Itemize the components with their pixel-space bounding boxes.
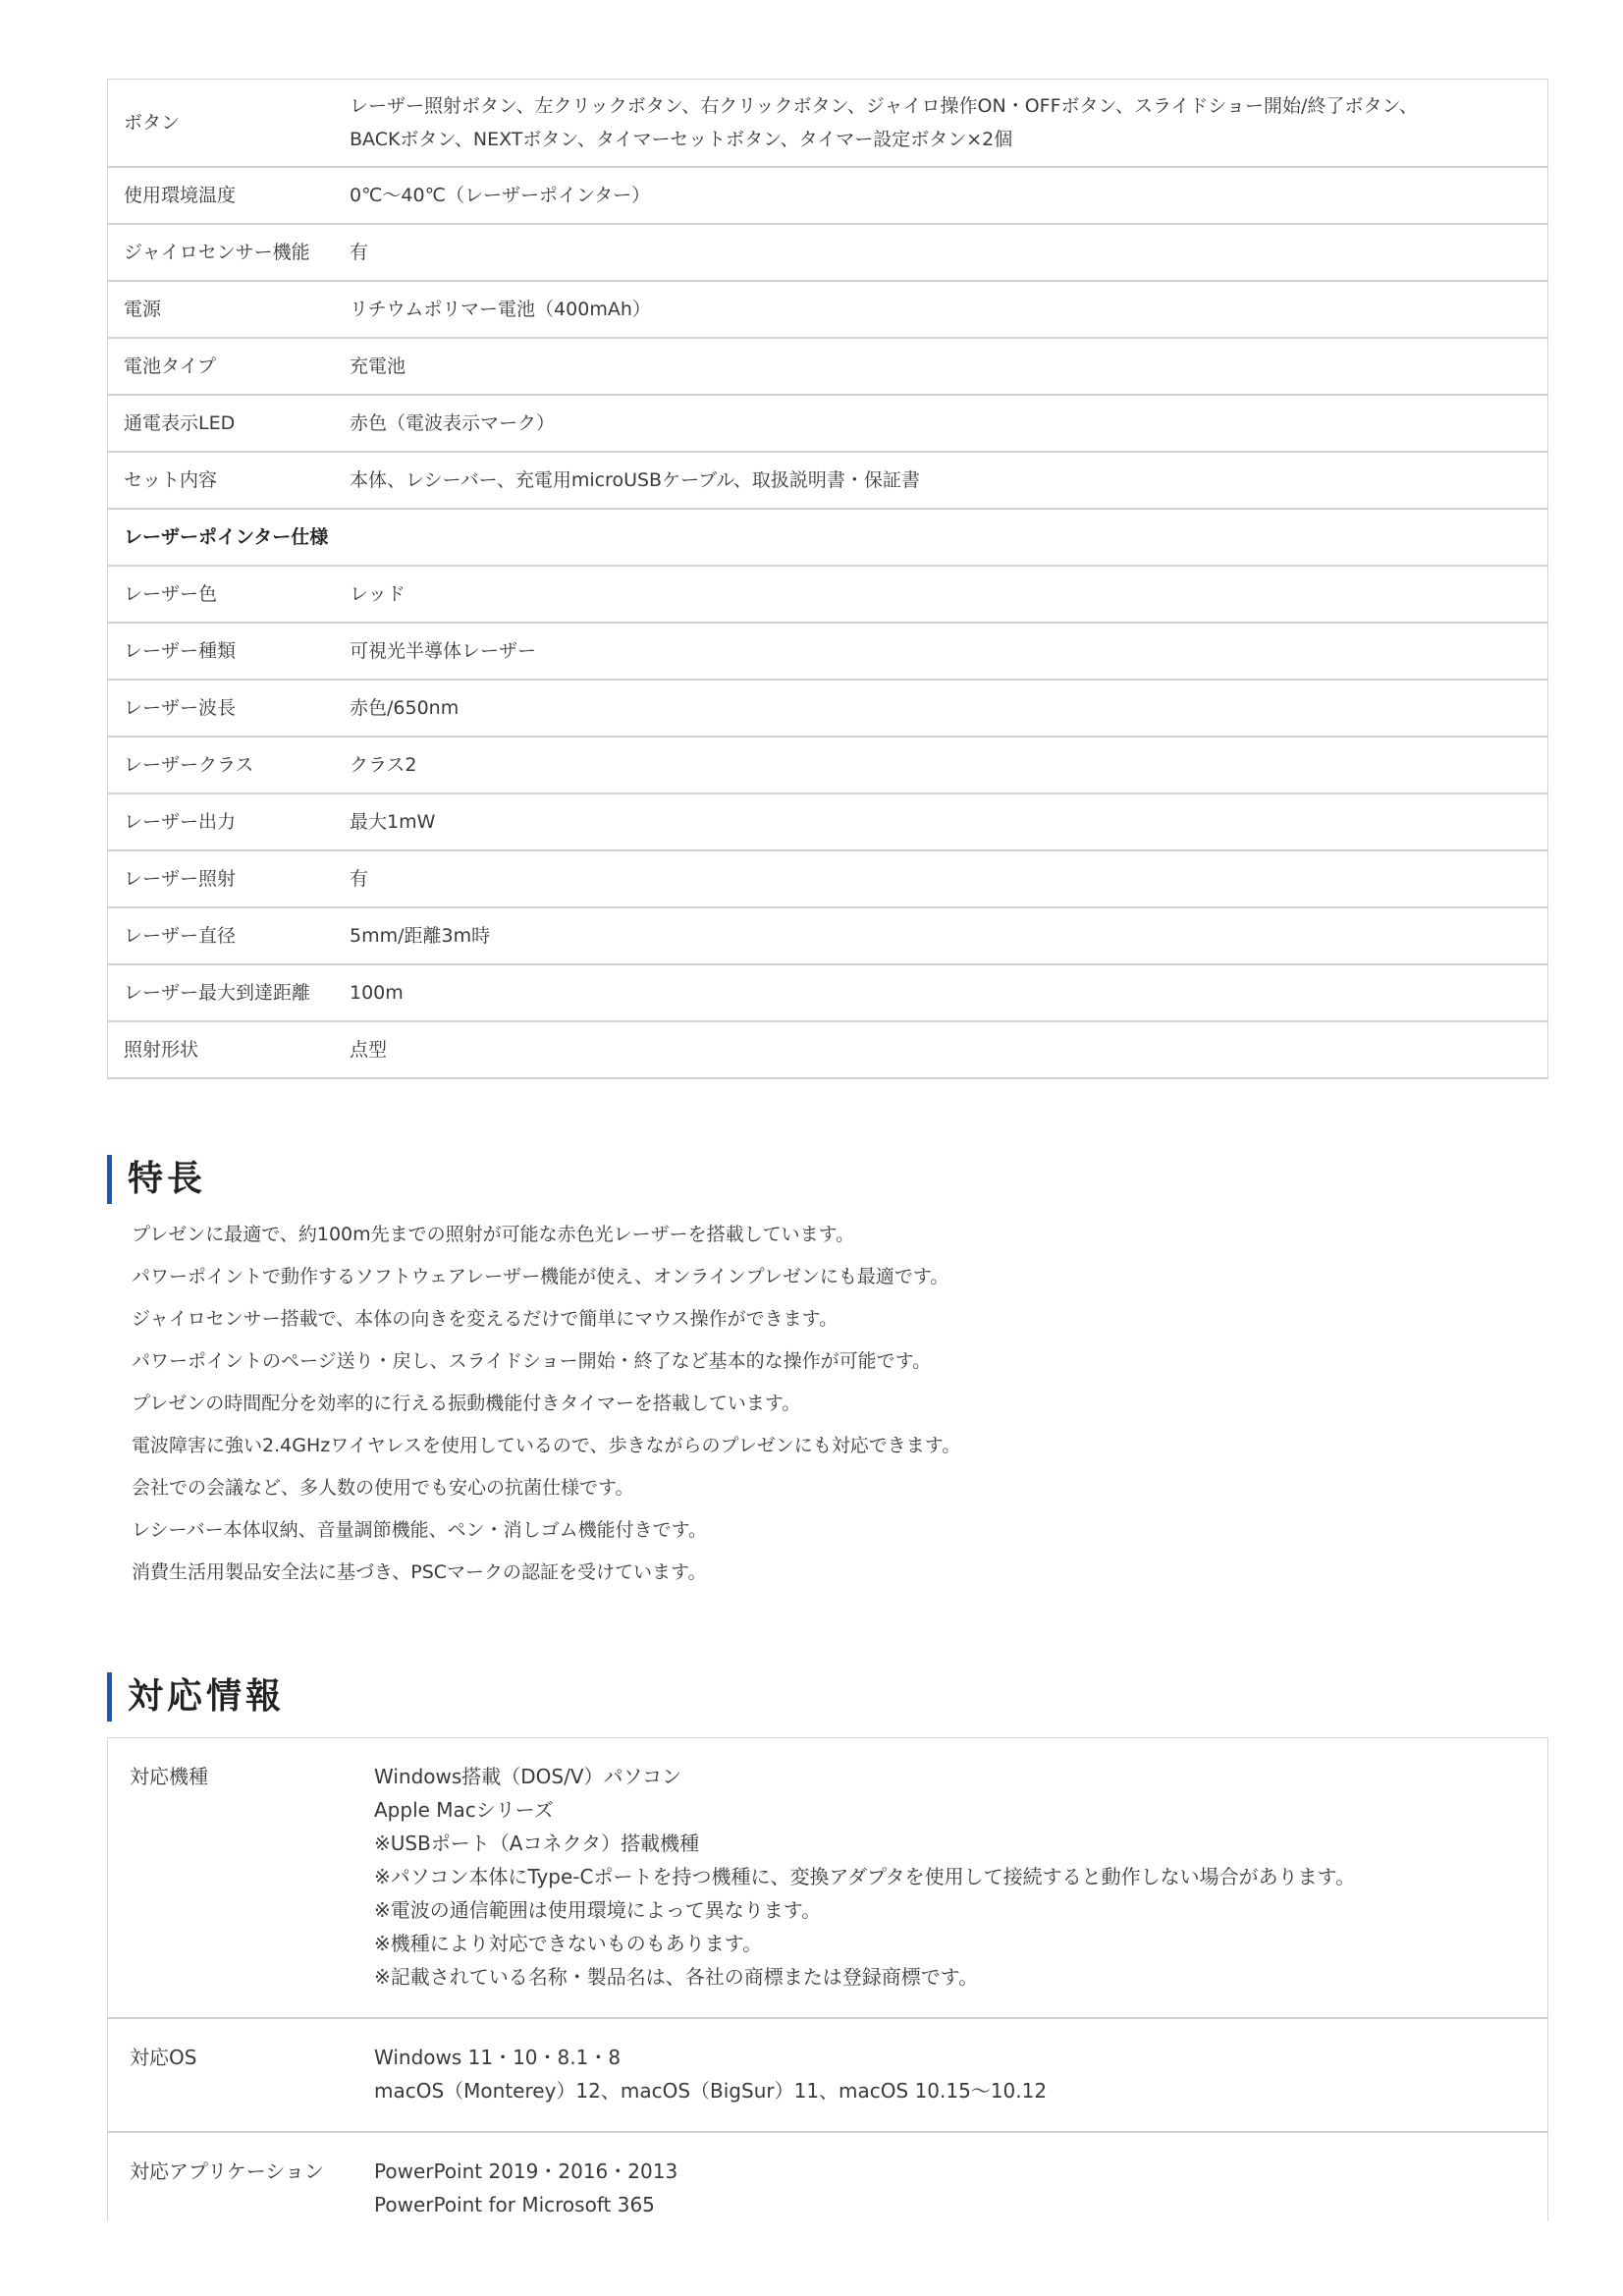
spec-row-power — [108, 281, 1548, 338]
feature-item: プレゼンの時間配分を効率的に行える振動機能付きタイマーを搭載しています。 — [132, 1393, 801, 1414]
laser-row — [108, 1021, 1548, 1078]
compat-key: 対応機種 — [108, 1738, 365, 2019]
spec-value-line: レーザー照射ボタン、左クリックボタン、右クリックボタン、ジャイロ操作ON・OFFボタン、スライドショー開始/終了ボタン、 — [350, 95, 1418, 117]
features-heading: 特長 — [107, 1155, 206, 1204]
compat-row-apps — [108, 2132, 1548, 2221]
compat-line: ※パソコン本体にType-Cポートを持つ機種に、変換アダプタを使用して接続すると動作しない場合があります。 — [374, 1865, 1356, 1888]
compat-value — [364, 2132, 1548, 2221]
feature-item: パワーポイントのページ送り・戻し、スライドショー開始・終了など基本的な操作が可能です。 — [132, 1350, 932, 1372]
spec-key: セット内容 — [108, 452, 335, 509]
feature-item: 会社での会議など、多人数の使用でも安心の抗菌仕様です。 — [132, 1477, 634, 1499]
laser-value: 100m — [334, 964, 1548, 1021]
spec-row-buttons — [108, 80, 1548, 168]
feature-item: 電波障害に強い2.4GHzワイヤレスを使用しているので、歩きながらのプレゼンにも対応できます。 — [132, 1435, 961, 1456]
compat-line: ※記載されている名称・製品名は、各社の商標または登録商標です。 — [374, 1965, 979, 1989]
compat-line: ※機種により対応できないものもあります。 — [374, 1932, 763, 1955]
compat-line: Windows 11・10・8.1・8 — [374, 2046, 622, 2069]
spec-key: 電池タイプ — [108, 338, 335, 395]
laser-row — [108, 850, 1548, 907]
laser-section-row — [108, 509, 1548, 566]
laser-row — [108, 964, 1548, 1021]
laser-value: 有 — [334, 850, 1548, 907]
spec-value — [334, 80, 1548, 168]
laser-row — [108, 737, 1548, 793]
compat-value — [364, 2018, 1548, 2132]
spec-value: 有 — [334, 224, 1548, 281]
compat-line: macOS（Monterey）12、macOS（BigSur）11、macOS 10.15～10.12 — [374, 2079, 1048, 2103]
laser-key: レーザー最大到達距離 — [108, 964, 335, 1021]
spec-row-contents — [108, 452, 1548, 509]
spec-key: ボタン — [108, 80, 335, 168]
spec-value: 0℃～40℃（レーザーポインター） — [334, 167, 1548, 224]
feature-item: ジャイロセンサー搭載で、本体の向きを変えるだけで簡単にマウス操作ができます。 — [132, 1308, 839, 1330]
laser-value: レッド — [334, 566, 1548, 623]
compat-row-os — [108, 2018, 1548, 2132]
compat-key: 対応アプリケーション — [130, 2159, 324, 2183]
laser-row — [108, 907, 1548, 964]
laser-value: 点型 — [334, 1021, 1548, 1078]
spec-value: リチウムポリマー電池（400mAh） — [334, 281, 1548, 338]
laser-value: 赤色/650nm — [334, 680, 1548, 737]
spec-row-temperature — [108, 167, 1548, 224]
feature-item: 消費生活用製品安全法に基づき、PSCマークの認証を受けています。 — [132, 1561, 707, 1583]
laser-value: クラス2 — [334, 737, 1548, 793]
compat-table — [107, 1737, 1548, 2221]
compat-line: Windows搭載（DOS/V）パソコン — [374, 1765, 682, 1788]
laser-row — [108, 793, 1548, 850]
laser-key: レーザー直径 — [108, 907, 335, 964]
laser-row — [108, 566, 1548, 623]
compat-value — [364, 1738, 1548, 2019]
spec-value: 充電池 — [334, 338, 1548, 395]
spec-value: 本体、レシーバー、充電用microUSBケーブル、取扱説明書・保証書 — [334, 452, 1548, 509]
spec-key: 通電表示LED — [108, 395, 335, 452]
spec-value: 赤色（電波表示マーク） — [334, 395, 1548, 452]
laser-key: レーザー波長 — [108, 680, 335, 737]
laser-section-title: レーザーポインター仕様 — [108, 509, 1548, 566]
laser-row — [108, 623, 1548, 680]
spec-value-line: BACKボタン、NEXTボタン、タイマーセットボタン、タイマー設定ボタン×2個 — [350, 129, 1013, 150]
compat-key: 対応OS — [108, 2018, 365, 2132]
laser-key: レーザー種類 — [108, 623, 335, 680]
spec-row-led — [108, 395, 1548, 452]
laser-value: 5mm/距離3m時 — [334, 907, 1548, 964]
compat-line: ※電波の通信範囲は使用環境によって異なります。 — [374, 1898, 822, 1922]
laser-key: レーザー出力 — [108, 793, 335, 850]
features-list — [132, 1214, 960, 1594]
spec-key: 電源 — [108, 281, 335, 338]
feature-item: パワーポイントで動作するソフトウェアレーザー機能が使え、オンラインプレゼンにも最適です。 — [132, 1266, 949, 1287]
feature-item: プレゼンに最適で、約100m先までの照射が可能な赤色光レーザーを搭載しています。 — [132, 1224, 855, 1245]
compat-line: PowerPoint for Microsoft 365 — [374, 2193, 655, 2216]
compat-line: PowerPoint 2019・2016・2013 — [374, 2159, 678, 2183]
spec-row-gyro — [108, 224, 1548, 281]
laser-key: レーザー照射 — [108, 850, 335, 907]
laser-value: 可視光半導体レーザー — [334, 623, 1548, 680]
spec-key: 使用環境温度 — [108, 167, 335, 224]
compat-heading: 対応情報 — [107, 1672, 285, 1722]
laser-key: 照射形状 — [108, 1021, 335, 1078]
compat-line: Apple Macシリーズ — [374, 1798, 554, 1822]
spec-table — [107, 79, 1548, 1079]
spec-key: ジャイロセンサー機能 — [108, 224, 335, 281]
laser-key: レーザークラス — [108, 737, 335, 793]
spec-row-battery — [108, 338, 1548, 395]
feature-item: レシーバー本体収納、音量調節機能、ペン・消しゴム機能付きです。 — [132, 1519, 708, 1541]
compat-line: ※USBポート（Aコネクタ）搭載機種 — [374, 1831, 700, 1855]
laser-row — [108, 680, 1548, 737]
laser-key: レーザー色 — [108, 566, 335, 623]
compat-row-models — [108, 1738, 1548, 2019]
laser-value: 最大1mW — [334, 793, 1548, 850]
